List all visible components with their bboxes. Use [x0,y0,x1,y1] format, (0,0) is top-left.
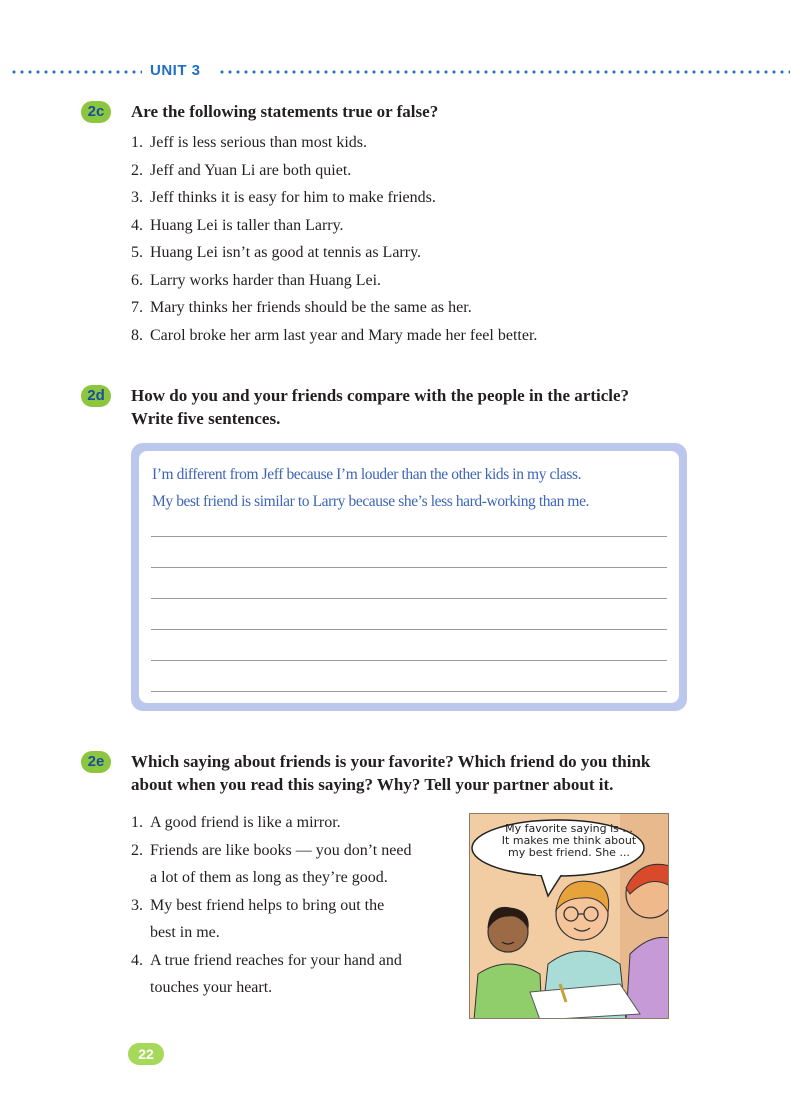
sayings-list [131,809,451,1002]
list-item: 4. A true friend reaches for your hand and touches your heart. [131,951,402,996]
list-item: 3. Jeff thinks it is easy for him to make friends. [131,189,436,206]
list-item: 5. Huang Lei isn’t as good at tennis as Larry. [131,244,422,261]
writing-box [131,443,687,711]
section-badge-2c: 2c [81,101,111,123]
list-item: 2. Friends are like books — you don’t need a lot of them as long as they’re good. [131,841,412,886]
header-dots-right [218,70,790,74]
writing-line[interactable] [151,660,667,661]
speech-bubble-text: My favorite saying is ... It makes me think about my best friend. She ... [501,822,637,859]
list-item: 8. Carol broke her arm last year and Mary made her feel better. [131,326,538,344]
writing-area[interactable] [139,451,679,703]
section-2e-instruction-line1: Which saying about friends is your favorite? Which friend do you think [131,752,651,771]
section-badge-2d: 2d [81,385,111,407]
writing-line[interactable] [151,691,667,692]
list-item: 2. Jeff and Yuan Li are both quiet. [131,161,352,179]
writing-line[interactable] [151,629,667,630]
writing-line[interactable] [151,598,667,599]
section-2e-instruction-line2: about when you read this saying? Why? Tell your partner about it. [131,775,614,794]
list-item: 3. My best friend helps to bring out the best in me. [131,896,385,941]
list-item: 1. Jeff is less serious than most kids. [131,134,368,151]
unit-header [10,62,790,82]
example-sentence-2: My best friend is similar to Larry because she’s less hard-working than me. [152,493,590,510]
example-sentence-1: I’m different from Jeff because I’m louder than the other kids in my class. [152,466,582,483]
section-2d-instruction-line1: How do you and your friends compare with the people in the article? [131,386,630,405]
writing-line[interactable] [151,567,667,568]
section-2d-instruction-line2: Write five sentences. [131,409,281,428]
list-item: 4. Huang Lei is taller than Larry. [131,216,344,234]
list-item: 7. Mary thinks her friends should be the same as her. [131,299,472,316]
writing-line[interactable] [151,536,667,537]
section-2c-instruction: Are the following statements true or false? [131,102,439,121]
statement-list [131,132,537,352]
list-item: 1. A good friend is like a mirror. [131,814,341,831]
unit-label: UNIT 3 [150,62,201,79]
page-number: 22 [128,1043,164,1065]
section-badge-2e: 2e [81,751,111,773]
header-dots-left [10,70,142,74]
list-item: 6. Larry works harder than Huang Lei. [131,271,382,289]
